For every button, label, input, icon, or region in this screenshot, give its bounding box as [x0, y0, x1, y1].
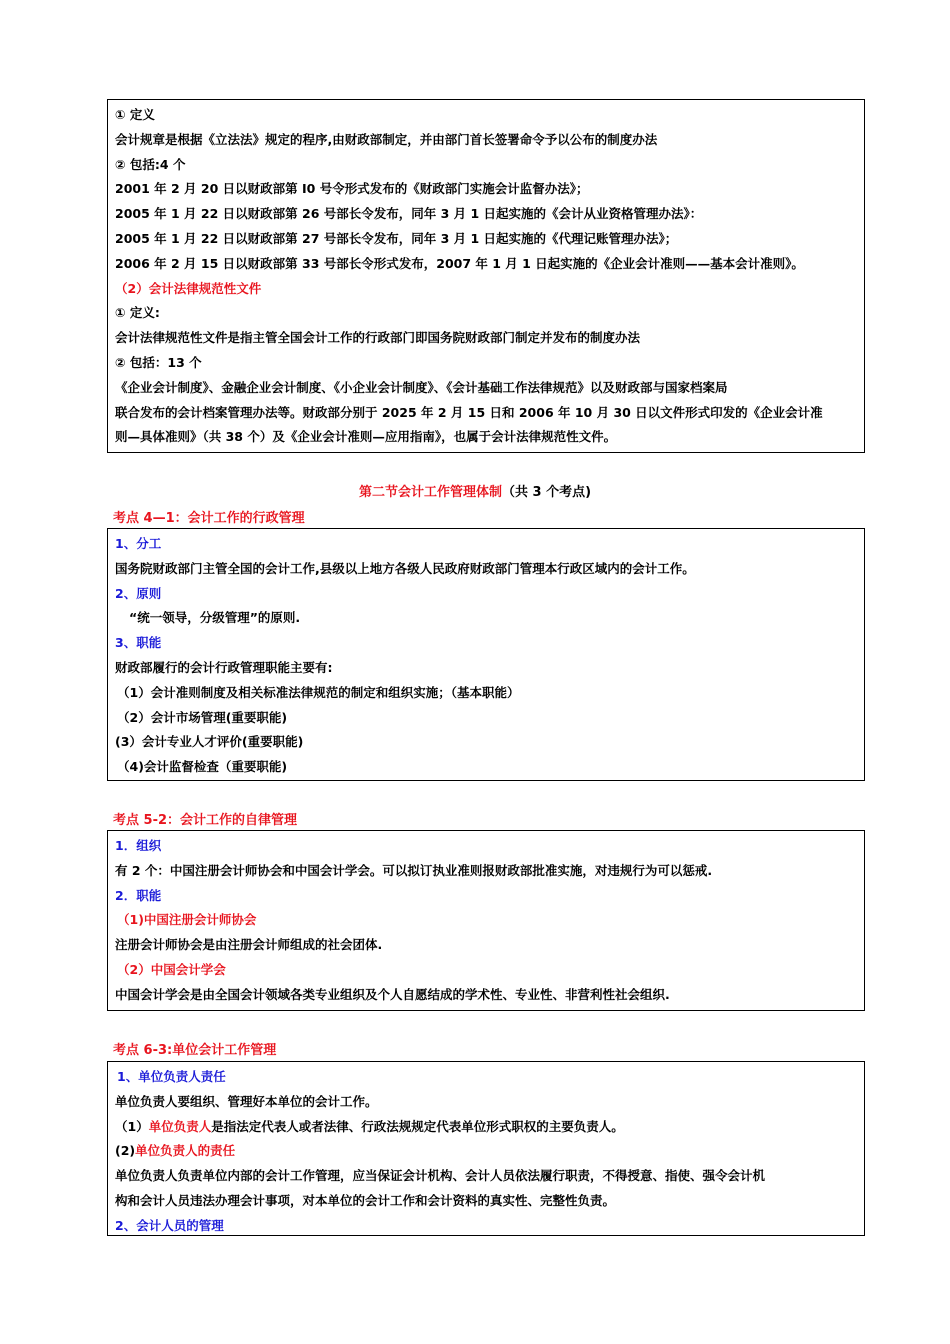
highlight-term: 单位负责人 [148, 1118, 212, 1134]
text-line: 联合发布的会计档案管理办法等。财政部分别于 2025 年 2 月 15 日和 2006 年 10 月 30 日以文件形式印发的《企业会计准 [115, 404, 823, 420]
text-line: 国务院财政部门主管全国的会计工作,县级以上地方各级人民政府财政部门管理本行政区域内的会计工作。 [115, 560, 695, 576]
text-line: 会计规章是根据《立法法》规定的程序,由财政部制定，并由部门首长签署命令予以公布的制度办法 [115, 131, 658, 147]
text-line: 中国会计学会是由全国会计领域各类专业组织及个人自愿结成的学术性、专业性、非营利性社会组织. [115, 986, 670, 1002]
text-line: 单位负责人负责单位内部的会计工作管理，应当保证会计机构、会计人员依法履行职责，不得授意、指使、强令会计机 [115, 1168, 766, 1184]
text-line: 有 2 个：中国注册会计师协会和中国会计学会。可以拟订执业准则报财政部批准实施，对违规行为可以惩戒. [115, 862, 713, 878]
text-line: 2001 年 2 月 20 日以财政部第 I0 号令形式发布的《财政部门实施会计监督办法》； [115, 181, 589, 197]
section-title-note: （共 3 个考点) [501, 485, 592, 500]
text-line: 单位负责人要组织、管理好本单位的会计工作。 [115, 1093, 378, 1109]
text-prefix: (2) [115, 1143, 136, 1159]
text-line: 则—具体准则》（共 38 个）及《企业会计准则—应用指南》，也属于会计法律规范性文件。 [115, 429, 617, 445]
content-box-accounting-regulations [107, 99, 865, 453]
item-heading: 2、原则 [115, 585, 162, 601]
text-line: 会计法律规范性文件是指主管全国会计工作的行政部门即国务院财政部门制定并发布的制度办法 [115, 330, 641, 346]
content-box-admin-management [107, 528, 865, 781]
kp6-title: 考点 6-3:单位会计工作管理 [113, 1043, 277, 1058]
kp4-title: 考点 4—1：会计工作的行政管理 [113, 511, 305, 526]
item-heading: 1、分工 [115, 536, 162, 551]
item-heading: 1、单位负责人责任 [117, 1069, 226, 1084]
item-heading: 2．职能 [115, 887, 162, 903]
text-line: （1）会计准则制度及相关标准法律规范的制定和组织实施；（基本职能） [117, 684, 520, 700]
text-line: 2005 年 1 月 22 日以财政部第 27 号部长令发布，同年 3 月 1 日起实施的《代理记账管理办法》； [115, 230, 678, 246]
item-heading: 1．组织 [115, 838, 162, 853]
text-line: 《企业会计制度》、金融企业会计制度、《小企业会计制度》、《会计基础工作法律规范》以及财政部与国家档案局 [115, 379, 728, 395]
text-line: 2006 年 2 月 15 日以财政部第 33 号部长令形式发布，2007 年 1 月 1 日起实施的《企业会计准则——基本会计准则》。 [115, 255, 804, 271]
content-box-unit-management [107, 1061, 865, 1236]
section-title-main: 第二节会计工作管理体制 [358, 485, 502, 500]
text-line: ① 定义 [115, 107, 155, 122]
item-heading: 2、会计人员的管理 [115, 1217, 224, 1233]
text-line: （4)会计监督检查（重要职能) [117, 759, 288, 775]
subheading: （1)中国注册会计师协会 [117, 912, 257, 928]
text-line: ② 包括：13 个 [115, 354, 202, 370]
text-line: 构和会计人员违法办理会计事项，对本单位的会计工作和会计资料的真实性、完整性负责。 [115, 1192, 616, 1208]
text-line: 2005 年 1 月 22 日以财政部第 26 号部长令发布，同年 3 月 1 日起实施的《会计从业资格管理办法》： [115, 206, 703, 222]
text-line: （2）会计市场管理(重要职能) [117, 709, 288, 725]
subheading: （2）会计法律规范性文件 [115, 280, 262, 296]
text-line: 财政部履行的会计行政管理职能主要有: [115, 659, 333, 675]
text-line: ② 包括:4 个 [115, 156, 186, 172]
highlight-term: 单位负责人的责任 [135, 1143, 236, 1159]
text-line: (3）会计专业人才评价(重要职能) [115, 734, 304, 750]
subheading: （2）中国会计学会 [117, 961, 226, 977]
text-rest: 是指法定代表人或者法律、行政法规规定代表单位形式职权的主要负责人。 [211, 1118, 624, 1134]
item-heading: 3、职能 [115, 635, 162, 651]
kp5-title: 考点 5-2：会计工作的自律管理 [113, 813, 298, 828]
content-box-self-regulation [107, 830, 865, 1011]
text-prefix: （1） [115, 1118, 149, 1134]
text-line [115, 1139, 858, 1164]
text-line [115, 1115, 858, 1140]
text-line: “统一领导，分级管理”的原则. [129, 610, 301, 626]
text-line: 注册会计师协会是由注册会计师组成的社会团体. [115, 937, 383, 953]
section-title [0, 481, 950, 500]
text-line: ① 定义: [115, 305, 160, 321]
